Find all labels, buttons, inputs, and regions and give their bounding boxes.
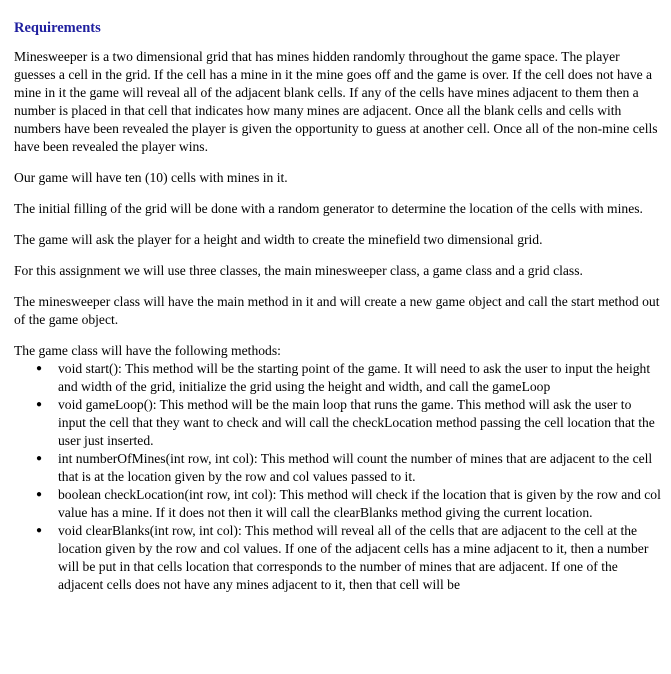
method-clear-blanks: void clearBlanks(int row, int col): This method will reveal all of the cells that are adjacent to the cell at the location given by the row and col values. If one of the adjacent cells has a mine adjacent to it, then a number will be put in that cells location that corresponds to the number of mines that are adjacent. If one of the adjacent cells does not have any mines adjacent to it, then that cell will be bbox=[58, 523, 649, 592]
method-game-loop: void gameLoop(): This method will be the main loop that runs the game. This method will ask the user to input the cell that they want to check and will call the checkLocation method passing the cell location that the user just inserted. bbox=[58, 397, 655, 448]
paragraph-mine-count: Our game will have ten (10) cells with mines in it. bbox=[14, 170, 288, 185]
bullet-icon: ● bbox=[36, 363, 43, 374]
list-item bbox=[36, 522, 661, 594]
paragraph-classes: For this assignment we will use three classes, the main minesweeper class, a game class and a grid class. bbox=[14, 263, 583, 278]
list-item bbox=[36, 486, 661, 522]
method-number-of-mines: int numberOfMines(int row, int col): This method will count the number of mines that are adjacent to the cell that is at the location given by the row and col values passed to it. bbox=[58, 451, 653, 484]
paragraph-grid-size: The game will ask the player for a height and width to create the minefield two dimensional grid. bbox=[14, 232, 543, 247]
bullet-icon: ● bbox=[36, 525, 43, 536]
page-title: Requirements bbox=[14, 20, 101, 36]
method-start: void start(): This method will be the starting point of the game. It will need to ask the user to input the height and width of the grid, initialize the grid using the height and width, and call the gameLoop bbox=[58, 361, 651, 394]
paragraph-main-class: The minesweeper class will have the main method in it and will create a new game object and call the start method out of the game object. bbox=[14, 294, 660, 327]
bullet-icon: ● bbox=[36, 489, 43, 500]
bullet-icon: ● bbox=[36, 453, 43, 464]
list-item bbox=[36, 396, 661, 450]
paragraph-intro: Minesweeper is a two dimensional grid that has mines hidden randomly throughout the game space. The player guesses a cell in the grid. If the cell has a mine in it the mine goes off and the game is over. If the cell does not have a mine in it the game will reveal all of the adjacent blank cells. If any of the cells have mines adjacent to them then a number is placed in that cell that indicates how many mines are adjacent. Once all the blank cells and cells with numbers have been revealed the player is given the opportunity to guess at another cell. Once all of the non-mine cells have been revealed the player wins. bbox=[14, 49, 658, 154]
bullet-icon: ● bbox=[36, 399, 43, 410]
method-list bbox=[14, 360, 661, 594]
list-item bbox=[36, 450, 661, 486]
paragraph-random-fill: The initial filling of the grid will be done with a random generator to determine the location of the cells with mines. bbox=[14, 201, 643, 216]
method-check-location: boolean checkLocation(int row, int col): This method will check if the location that is given by the row and col value has a mine. If it does not then it will call the clearBlanks method giving the current location. bbox=[58, 487, 661, 520]
list-item bbox=[36, 360, 661, 396]
paragraph-game-class-intro: The game class will have the following methods: bbox=[14, 343, 281, 358]
